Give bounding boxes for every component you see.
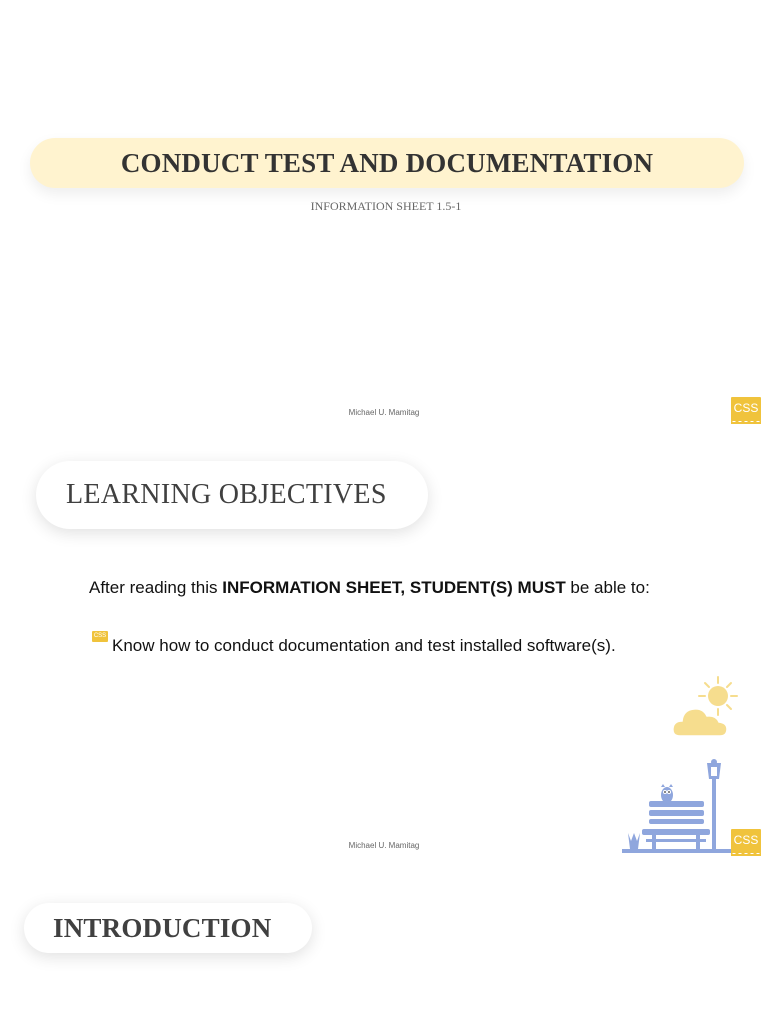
slide-learning-objectives	[0, 433, 768, 866]
author-footer: Michael U. Mamitag	[348, 841, 420, 850]
slide-introduction	[0, 866, 768, 1024]
slide-subtitle: INFORMATION SHEET 1.5-1	[310, 199, 462, 213]
css-bullet-icon: CSS	[92, 631, 108, 642]
title-banner	[30, 138, 744, 188]
css-logo-badge: CSS	[731, 397, 761, 421]
objective-text: Know how to conduct documentation and test installed software(s).	[112, 636, 616, 655]
section-heading-pill	[24, 903, 312, 953]
owl-icon	[661, 784, 673, 803]
author-footer: Michael U. Mamitag	[348, 408, 420, 417]
intro-bold: INFORMATION SHEET, STUDENT(S) MUST	[222, 578, 566, 597]
section-heading: LEARNING OBJECTIVES	[66, 479, 387, 510]
sun-cloud-icon	[672, 676, 742, 738]
slide-title	[0, 0, 768, 433]
css-logo-badge: CSS	[731, 829, 761, 853]
section-heading: INTRODUCTION	[53, 912, 272, 943]
slide-title-text: CONDUCT TEST AND DOCUMENTATION	[120, 147, 654, 178]
section-heading-pill	[36, 461, 428, 529]
intro-suffix: be able to:	[565, 578, 650, 597]
objective-bullet	[92, 630, 616, 656]
intro-prefix: After reading this	[89, 578, 223, 597]
objectives-intro	[89, 578, 650, 598]
